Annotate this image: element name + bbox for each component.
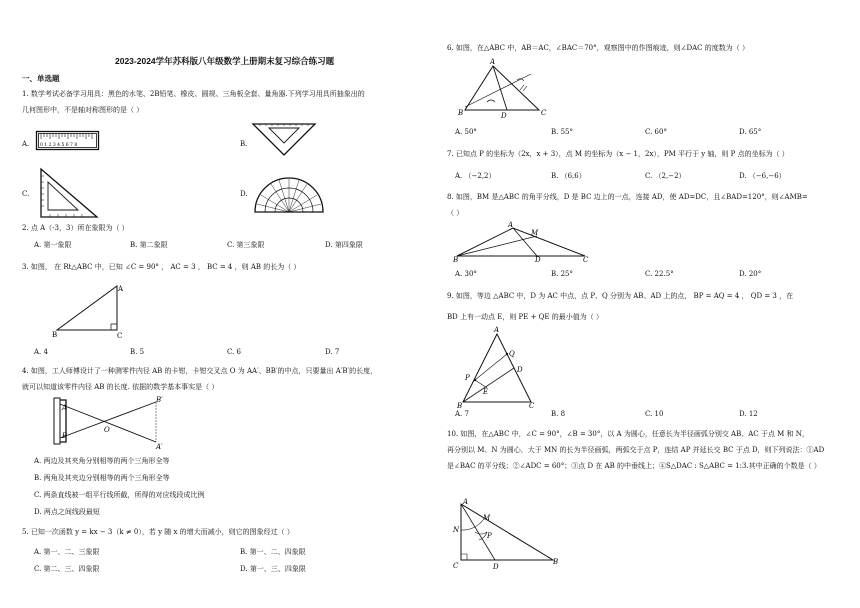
q9-triangle-figure (457, 328, 537, 408)
q4-stem-line1: 4. 如图，工人师傅设计了一种测零件内径 AB 的卡钳，卡钳交叉点 O 为 AA′、BB′的中点，只要量出 A′B′的长度， (22, 367, 378, 375)
q3-option-b[interactable]: B. 5 (130, 348, 145, 356)
q2-option-c[interactable]: C. 第三象限 (227, 241, 265, 249)
set-square-figure (252, 123, 316, 157)
q1-stem-line1: 1. 数学考试必备学习用具：黑色的水笔、2B铅笔、橡皮、圆规、三角板全套、量角器.下列学习用具所抽象出的 (22, 90, 365, 98)
q9-label-p: P (465, 374, 470, 382)
q6-option-d[interactable]: D. 65° (739, 128, 762, 136)
q8-option-d[interactable]: D. 20° (739, 270, 762, 278)
q8-option-b[interactable]: B. 25° (551, 270, 574, 278)
left-column (22, 0, 430, 608)
q6-stem: 6. 如图，在△ABC 中，AB＝AC，∠BAC＝70°，观察图中的作图痕迹，则∠DAC 的度数为（ ） (447, 44, 749, 52)
q2-option-a[interactable]: A. 第一象限 (34, 241, 72, 249)
q6-option-c[interactable]: C. 60° (645, 128, 667, 136)
q4-label-a-prime: A′ (156, 443, 163, 451)
q3-triangle-figure (52, 283, 132, 339)
q8-label-c: C (583, 256, 589, 264)
q4-label-o: O (104, 426, 110, 434)
page-title: 2023-2024学年苏科版八年级数学上册期末复习综合练习题 (115, 56, 335, 66)
q10-label-p: P (487, 532, 492, 540)
q7-stem: 7. 已知点 P 的坐标为（2x，x + 3），点 M 的坐标为（x − 1，2x），PM 平行于 y 轴，则 P 点的坐标为（ ） (447, 150, 789, 158)
q5-option-b[interactable]: B. 第一、二、四象限 (240, 548, 306, 556)
q6-label-d: D (501, 112, 507, 120)
q7-option-a[interactable]: A. （−2,2） (455, 172, 496, 180)
q3-stem: 3. 如图， 在 Rt△ABC 中，已知 ∠C = 90° ， AC = 3 ， BC = 4 ，则 AB 的长为（ ） (22, 263, 301, 271)
q1-stem-line2: 几何图形中，不是轴对称图形的是（ ） (22, 106, 144, 114)
q3-label-c: C (117, 332, 123, 340)
q8-triangle-figure (453, 222, 593, 262)
q6-label-b: B (458, 109, 464, 117)
q10-label-a: A (463, 498, 469, 506)
q8-label-b: B (453, 256, 459, 264)
q6-label-a: A (490, 58, 496, 66)
q4-caliper-figure (52, 394, 170, 454)
q4-option-d[interactable]: D. 两点之间线段最短 (34, 508, 100, 516)
q8-label-d: D (535, 256, 541, 264)
q8-label-m: M (531, 229, 539, 237)
q4-label-b: B (62, 432, 68, 440)
q8-option-c[interactable]: C. 22.5° (645, 270, 674, 278)
section-heading: 一、单选题 (22, 74, 60, 83)
q6-option-a[interactable]: A. 50° (455, 128, 477, 136)
q4-option-a[interactable]: A. 两边及其夹角分别相等的两个三角形全等 (34, 457, 170, 465)
q9-label-c: C (529, 402, 535, 410)
q3-option-a[interactable]: A. 4 (34, 348, 48, 356)
q10-triangle-figure (453, 498, 563, 572)
q5-option-a[interactable]: A. 第一、二、三象限 (34, 548, 100, 556)
q1-option-d[interactable]: D. (240, 190, 248, 198)
q9-label-b: B (457, 402, 463, 410)
q8-stem-line2: （ ） (447, 209, 464, 217)
q4-label-b-prime: B′ (156, 396, 163, 404)
q9-label-a: A (494, 326, 500, 334)
q9-option-d[interactable]: D. 12 (739, 410, 758, 418)
q3-option-c[interactable]: C. 6 (227, 348, 242, 356)
q10-label-m: M (483, 514, 491, 522)
q9-option-a[interactable]: A. 7 (455, 410, 469, 418)
q9-stem-line2: BD 上有一动点 E，则 PE + QE 的最小值为（ ） (447, 313, 603, 321)
q6-triangle-figure (457, 60, 553, 120)
q3-label-b: B (52, 331, 58, 339)
q10-label-c: C (453, 562, 459, 570)
right-column (447, 0, 847, 608)
q9-label-q: Q (509, 350, 515, 358)
q7-option-b[interactable]: B. （6,6） (551, 172, 586, 180)
q9-option-c[interactable]: C. 10 (645, 410, 664, 418)
q9-option-b[interactable]: B. 8 (551, 410, 566, 418)
ruler-digits: 0 1 2 3 4 5 6 7 8 (40, 143, 78, 148)
q1-option-c[interactable]: C. (22, 190, 30, 198)
q1-option-b[interactable]: B. (240, 140, 248, 148)
q10-label-b: B (553, 558, 559, 566)
q3-label-a: A (118, 285, 124, 293)
q2-option-d[interactable]: D. 第四象限 (325, 241, 363, 249)
q10-label-n: N (453, 526, 460, 534)
q7-option-d[interactable]: D. （−6,−6） (739, 172, 786, 180)
q5-stem: 5. 已知一次函数 y = kx − 3（k ≠ 0），若 y 随 x 的增大而减小，则它的图象经过（ ） (22, 528, 294, 536)
protractor-figure (253, 174, 325, 216)
q4-option-c[interactable]: C. 两条直线被一组平行线所截，所得的对应线段成比例 (34, 491, 205, 499)
q4-option-b[interactable]: B. 两角及其夹边分别相等的两个三角形全等 (34, 474, 170, 482)
q7-option-c[interactable]: C. （2,−2） (645, 172, 686, 180)
q8-stem-line1: 8. 如图，BM 是△ABC 的角平分线，D 是 BC 边上的一点，连接 AD，使 AD=DC，且∠BAD=120°，则∠AMB= (447, 193, 808, 201)
q2-option-b[interactable]: B. 第二象限 (130, 241, 168, 249)
q6-label-c: C (541, 109, 547, 117)
q2-stem: 2. 点 A（-3，3）所在象限为（ ） (22, 224, 129, 232)
q10-stem-line3: 是∠BAC 的平分线；②∠ADC = 60°；③点 D 在 AB 的中垂线上；④S△DAC : S△ABC = 1:3.其中正确的个数是（ ） (447, 462, 821, 470)
q3-option-d[interactable]: D. 7 (325, 348, 340, 356)
ruler-figure (36, 131, 100, 151)
q10-stem-line2: 再分别以 M、N 为圆心，大于 MN 的长为半径画弧，两弧交于点 P，连结 AP 并延长交 BC 于点 D，则下列说法：①AD (447, 446, 825, 454)
q10-stem-line1: 10. 如图，在△ABC 中，∠C = 90°，∠B = 30°，以 A 为圆心，任意长为半径画弧分别交 AB、AC 于点 M 和 N， (447, 430, 809, 438)
q1-option-a[interactable]: A. (22, 140, 30, 148)
q9-stem-line1: 9. 如图，等边 △ABC 中，D 为 AC 中点，点 P、Q 分别为 AB、AD 上的点， BP = AQ = 4 ， QD = 3 ，在 (447, 292, 794, 300)
q9-label-d: D (517, 366, 523, 374)
q6-option-b[interactable]: B. 55° (551, 128, 574, 136)
q8-option-a[interactable]: A. 30° (455, 270, 477, 278)
q9-label-e: E (483, 388, 489, 396)
q10-label-d: D (493, 563, 499, 571)
q5-option-d[interactable]: D. 第一、三、四象限 (240, 565, 306, 573)
q8-label-a: A (508, 221, 514, 229)
q5-option-c[interactable]: C. 第二、三、四象限 (34, 565, 100, 573)
triangle-ruler-figure (40, 168, 98, 218)
q4-stem-line2: 就可以知道该零件内径 AB 的长度. 依据的数学基本事实是（ ） (22, 383, 219, 391)
q4-label-a: A (62, 404, 68, 412)
